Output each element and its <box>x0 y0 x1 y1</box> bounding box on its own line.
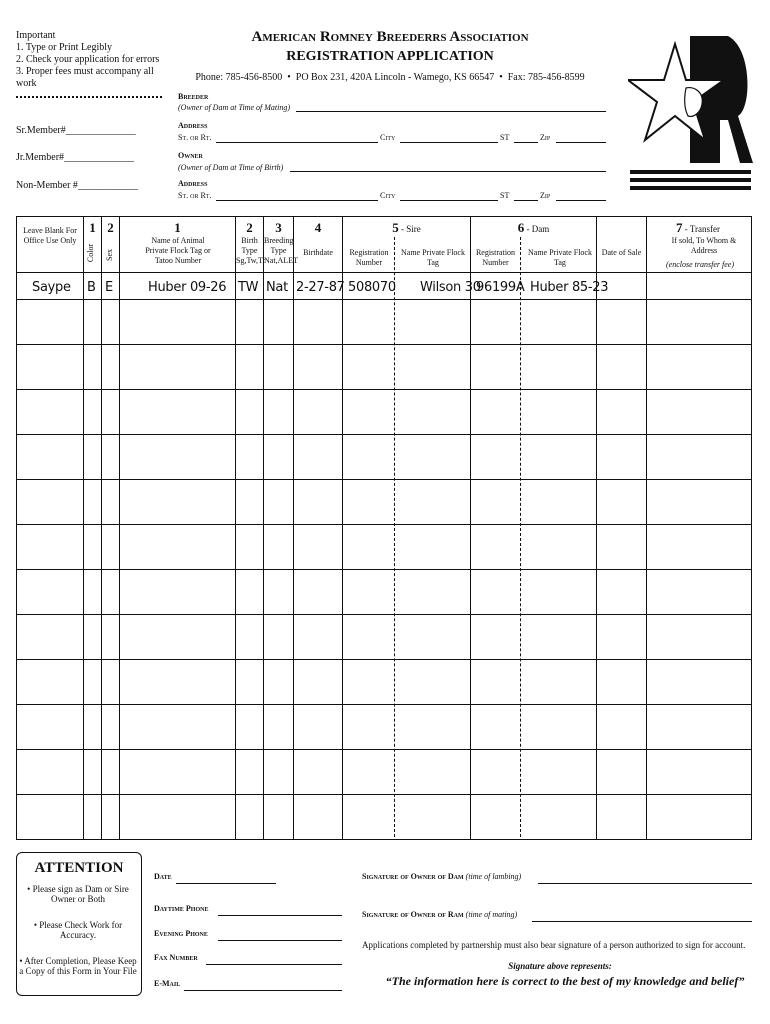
row1-name[interactable]: Huber 09-26 <box>148 280 227 295</box>
col-divider <box>596 216 597 840</box>
dam-signature-label <box>362 872 521 882</box>
owner-sub: (Owner of Dam at Time of Birth) <box>178 163 284 172</box>
notes-divider <box>16 96 162 98</box>
attention-item-1: • Please sign as Dam or Sire Owner or Both <box>27 884 129 904</box>
row-rule <box>16 434 751 435</box>
color-col-number: 1 <box>89 220 96 235</box>
email-field[interactable] <box>184 990 342 991</box>
dam-signature-title: Signature of Owner of Dam <box>362 872 464 881</box>
owner-field[interactable] <box>290 171 606 172</box>
col-divider <box>293 216 294 840</box>
breeder-sub: (Owner of Dam at Time of Mating) <box>178 103 290 112</box>
ram-signature-title: Signature of Owner of Ram <box>362 910 464 919</box>
breeder-city-label: City <box>380 133 396 142</box>
row1-sire-reg[interactable]: 508070 <box>348 280 396 295</box>
row1-sire-name[interactable]: Wilson 30 <box>420 280 481 295</box>
row1-birthdate[interactable]: 2-27-87 <box>296 280 345 295</box>
dam-name-label: Name Private Flock Tag <box>528 248 592 267</box>
dam-header <box>471 222 596 235</box>
sex-col-label: Sex <box>105 249 114 261</box>
owner-zip-label: Zip <box>540 191 551 200</box>
association-logo <box>628 28 753 193</box>
col-divider <box>119 216 120 840</box>
owner-city-label: City <box>380 191 396 200</box>
breeder-address-label: Address <box>178 121 208 130</box>
partnership-note: Applications completed by partnership must also bear signature of a person authorized to sign for account. <box>362 940 746 950</box>
fax-number-label: Fax Number <box>154 953 198 962</box>
row-rule <box>16 704 751 705</box>
row-rule <box>16 659 751 660</box>
sire-name-label: Name Private Flock Tag <box>401 248 465 267</box>
daytime-phone-label: Daytime Phone <box>154 904 209 913</box>
sale-date-label: Date of Sale <box>601 248 642 257</box>
birthdate-col-label: Birthdate <box>303 248 333 257</box>
org-name: American Romney Breederrs Association <box>251 29 529 45</box>
birthdate-col-number: 4 <box>314 220 322 235</box>
email-label: E-Mail <box>154 979 181 988</box>
registration-table <box>16 216 752 840</box>
owner-label: Owner <box>178 151 203 160</box>
breeder-field[interactable] <box>296 111 606 112</box>
sire-divider <box>394 237 395 837</box>
row1-dam-reg[interactable]: 96199A <box>476 280 525 295</box>
attention-item-2: • Please Check Work for Accuracy. <box>33 920 123 940</box>
sex-col-number: 2 <box>107 220 114 235</box>
non-member-field[interactable]: Non-Member #____________ <box>16 180 138 191</box>
row-rule <box>16 389 751 390</box>
breeder-city-field[interactable] <box>400 142 498 143</box>
col-divider <box>101 216 102 840</box>
row-rule <box>16 614 751 615</box>
dam-reg-label: Registration Number <box>475 248 516 267</box>
contact-line: Phone: 785-456-8500 • PO Box 231, 420A Lincoln - Wamego, KS 66547 • Fax: 785-456-8599 <box>195 72 585 83</box>
transfer-col-label: - Transfer <box>684 224 720 234</box>
breeder-label: Breeder <box>178 92 209 101</box>
transfer-header <box>647 222 749 235</box>
form-title: REGISTRATION APPLICATION <box>286 49 494 64</box>
owner-city-field[interactable] <box>400 200 498 201</box>
sire-col-label: - Sire <box>401 224 421 234</box>
row-rule <box>16 524 751 525</box>
signature-represents: Signature above represents: <box>508 961 612 971</box>
ram-signature-label <box>362 910 517 920</box>
owner-street-field[interactable] <box>216 200 378 201</box>
daytime-phone-field[interactable] <box>218 915 342 916</box>
dam-divider <box>520 237 521 837</box>
breed-col-number: 3 <box>275 220 282 235</box>
jr-member-field[interactable]: Jr.Member#______________ <box>16 152 135 163</box>
date-label: Date <box>154 872 172 881</box>
evening-phone-label: Evening Phone <box>154 929 208 938</box>
row-rule <box>16 794 751 795</box>
owner-zip-field[interactable] <box>556 200 606 201</box>
note-2: 2. Check your application for errors <box>16 54 160 65</box>
row-rule <box>16 344 751 345</box>
owner-st-label: ST <box>500 191 510 200</box>
row1-sex[interactable]: E <box>105 280 113 295</box>
col-divider <box>235 216 236 840</box>
transfer-desc: If sold, To Whom & Address <box>671 236 737 255</box>
col-divider <box>83 216 84 840</box>
col-divider <box>342 216 343 840</box>
dam-signature-field[interactable] <box>538 883 752 884</box>
ram-signature-note: (time of mating) <box>465 910 518 919</box>
important-notes <box>16 30 176 98</box>
row1-dam-name[interactable]: Huber 85-23 <box>530 280 609 295</box>
sire-reg-label: Registration Number <box>349 248 389 267</box>
row-rule <box>16 479 751 480</box>
transfer-note: (enclose transfer fee) <box>666 260 734 269</box>
row1-birth[interactable]: TW <box>238 280 259 295</box>
attention-item-3: • After Completion, Please Keep a Copy of this Form in Your File <box>19 956 137 976</box>
note-1: 1. Type or Print Legibly <box>16 42 113 53</box>
col-divider <box>263 216 264 840</box>
breeder-street-field[interactable] <box>216 142 378 143</box>
dam-col-number: 6 <box>517 220 525 235</box>
birth-col-label: Birth Type Sg,Tw,Tr <box>236 236 266 265</box>
col-divider <box>470 216 471 840</box>
breeder-zip-label: Zip <box>540 133 551 142</box>
sire-col-number: 5 <box>392 220 399 235</box>
owner-st-field[interactable] <box>514 200 538 201</box>
ram-signature-field[interactable] <box>532 921 752 922</box>
color-col-label: Color <box>86 243 96 263</box>
row1-breed[interactable]: Nat <box>266 280 288 295</box>
notes-title: Important <box>16 30 56 41</box>
name-col-number: 1 <box>174 220 181 235</box>
dam-signature-note: (time of lambing) <box>465 872 522 881</box>
row-rule <box>16 299 751 300</box>
sire-header <box>343 222 470 235</box>
breeder-zip-field[interactable] <box>556 142 606 143</box>
owner-address-label: Address <box>178 179 208 188</box>
breed-col-label: Breeding Type Nat,ALET <box>264 236 298 265</box>
dam-col-label: - Dam <box>526 224 550 234</box>
row-rule <box>16 569 751 570</box>
attention-title: ATTENTION <box>34 860 124 876</box>
transfer-col-number: 7 <box>676 220 683 235</box>
name-col-label: Name of Animal Private Flock Tag or Tatoo Number <box>145 236 211 265</box>
breeder-st-field[interactable] <box>514 142 538 143</box>
owner-street-label: St. or Rt. <box>178 191 212 200</box>
breeder-street-label: St. or Rt. <box>178 133 212 142</box>
date-field[interactable] <box>176 883 276 884</box>
row-rule <box>16 749 751 750</box>
evening-phone-field[interactable] <box>218 940 342 941</box>
note-3: 3. Proper fees must accompany all work <box>16 66 154 89</box>
row1-office[interactable]: Saype <box>32 280 71 295</box>
breeder-st-label: ST <box>500 133 510 142</box>
signature-quote: “The information here is correct to the best of my knowledge and belief” <box>385 974 745 988</box>
col-divider <box>646 216 647 840</box>
row1-color[interactable]: B <box>87 280 96 295</box>
office-use-header: Leave Blank For Office Use Only <box>23 226 77 245</box>
birth-col-number: 2 <box>246 220 253 235</box>
fax-number-field[interactable] <box>206 964 342 965</box>
header-rule <box>16 272 751 273</box>
sr-member-field[interactable]: Sr.Member#______________ <box>16 125 136 136</box>
